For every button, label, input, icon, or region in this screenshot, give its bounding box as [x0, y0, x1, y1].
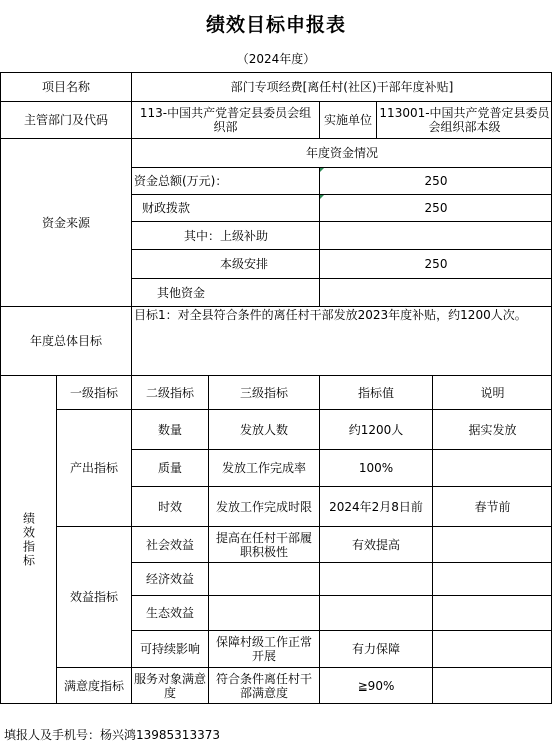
project-name-value: 部门专项经费[离任村(社区)干部年度补贴]	[131, 72, 552, 101]
fiscal-value: 250	[319, 194, 552, 221]
table-cell: 发放工作完成率	[208, 449, 319, 486]
fund-total-label: 资金总额(万元)：	[131, 167, 319, 194]
table-cell	[208, 595, 319, 630]
table-cell: 有力保障	[319, 630, 432, 667]
table-cell	[208, 562, 319, 595]
table-cell	[319, 595, 432, 630]
unit-label: 实施单位	[319, 101, 376, 138]
local-value: 250	[319, 249, 552, 278]
table-cell: 社会效益	[131, 526, 208, 562]
satisfaction-indicator-label: 满意度指标	[56, 667, 131, 704]
fund-annual-header: 年度资金情况	[131, 138, 552, 167]
table-cell	[432, 630, 552, 667]
fiscal-label: 财政拨款	[131, 194, 319, 221]
benefit-indicator-label: 效益指标	[56, 526, 131, 667]
other-label: 其他资金	[131, 278, 319, 306]
fund-source-label: 资金来源	[0, 138, 131, 306]
header-level1: 一级指标	[56, 375, 131, 409]
table-cell	[319, 562, 432, 595]
filler-contact: 填报人及手机号：杨兴鸿13985313373	[4, 728, 220, 742]
superior-value	[319, 221, 552, 249]
table-cell: 时效	[131, 486, 208, 526]
other-value	[319, 278, 552, 306]
table-cell: 发放工作完成时限	[208, 486, 319, 526]
fund-total-value: 250	[319, 167, 552, 194]
local-label: 本级安排	[131, 249, 319, 278]
unit-value: 113001-中国共产党普定县委员会组织部本级	[376, 101, 552, 138]
cell-marker-icon	[320, 168, 324, 172]
header-level2: 二级指标	[131, 375, 208, 409]
perf-section-label	[0, 375, 56, 704]
table-cell	[432, 562, 552, 595]
project-name-label: 项目名称	[0, 72, 131, 101]
table-cell: 约1200人	[319, 409, 432, 449]
table-cell	[432, 449, 552, 486]
output-indicator-label: 产出指标	[56, 409, 131, 526]
table-cell: 据实发放	[432, 409, 552, 449]
table-cell	[432, 595, 552, 630]
table-cell: ≧90%	[319, 667, 432, 704]
goal-label: 年度总体目标	[0, 306, 131, 375]
table-cell: 生态效益	[131, 595, 208, 630]
dept-label: 主管部门及代码	[0, 101, 131, 138]
header-level3: 三级指标	[208, 375, 319, 409]
table-cell: 服务对象满意度	[131, 667, 208, 704]
table-cell: 可持续影响	[131, 630, 208, 667]
header-note: 说明	[432, 375, 552, 409]
table-cell: 发放人数	[208, 409, 319, 449]
form-title: 绩效目标申报表	[205, 14, 346, 36]
table-cell: 有效提高	[319, 526, 432, 562]
table-cell: 提高在任村干部履职积极性	[208, 526, 319, 562]
table-cell: 2024年2月8日前	[319, 486, 432, 526]
cell-marker-icon	[320, 195, 324, 199]
table-cell: 保障村级工作正常开展	[208, 630, 319, 667]
table-cell: 数量	[131, 409, 208, 449]
superior-label: 其中：上级补助	[131, 221, 319, 249]
table-cell: 经济效益	[131, 562, 208, 595]
table-cell: 100%	[319, 449, 432, 486]
table-cell: 符合条件离任村干部满意度	[208, 667, 319, 704]
table-cell	[432, 667, 552, 704]
header-value: 指标值	[319, 375, 432, 409]
table-cell: 质量	[131, 449, 208, 486]
goal-value: 目标1：对全县符合条件的离任村干部发放2023年度补贴，约1200人次。	[131, 306, 552, 375]
table-cell	[432, 526, 552, 562]
table-cell: 春节前	[432, 486, 552, 526]
perf-section-text: 绩效指标	[21, 512, 36, 568]
form-year: （2024年度）	[236, 52, 316, 66]
dept-value: 113-中国共产党普定县委员会组织部	[131, 101, 319, 138]
